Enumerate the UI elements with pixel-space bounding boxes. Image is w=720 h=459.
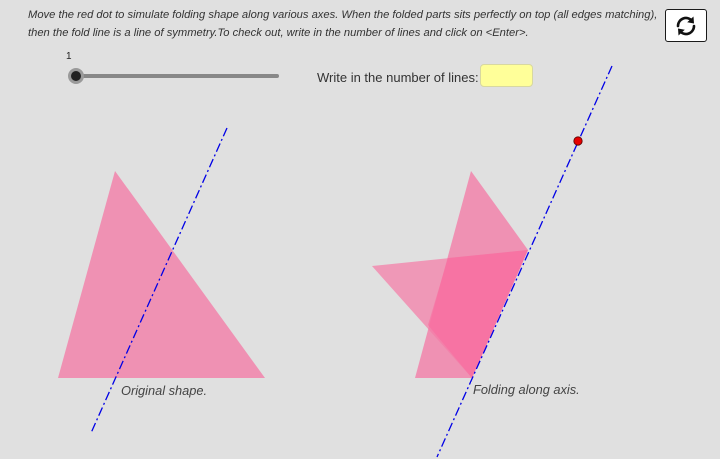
slider-value-label: 1 [66, 51, 72, 62]
folding-caption: Folding along axis. [473, 382, 580, 397]
lines-count-label: Write in the number of lines: [317, 70, 479, 85]
original-shape-caption: Original shape. [121, 383, 208, 398]
instructions-text: Move the red dot to simulate folding shape along various axes. When the folded parts sits perfectly on top (all edges matching), then the fold line is a line of symmetry.To check out, write in the number of lines and click on <Enter>. [28, 9, 658, 39]
fold-handle-dot[interactable] [574, 137, 582, 145]
